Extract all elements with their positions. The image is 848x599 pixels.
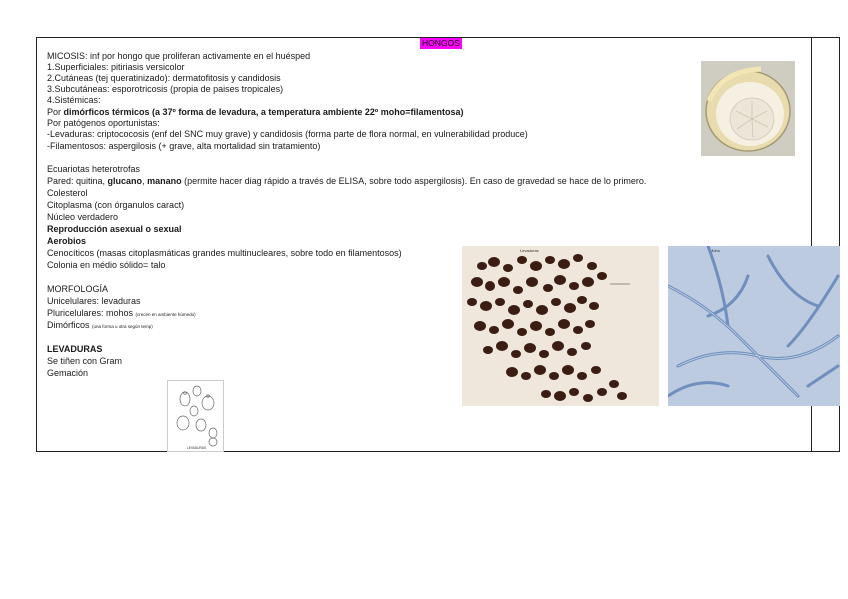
text-line: 2.Cutáneas (tej queratinizado): dermatofitosis y candidosis (47, 73, 281, 83)
text-line (47, 308, 196, 320)
bold-text: LEVADURAS (47, 344, 103, 354)
bold-text: glucano (107, 176, 143, 186)
page-title: HONGOS (422, 38, 460, 48)
text-line: -Filamentosos: aspergilosis (+ grave, alta mortalidad sin tratamiento) (47, 141, 321, 151)
text-line (47, 320, 153, 332)
petri-dish-image (701, 61, 795, 156)
hyphae-micrograph-label: Moho (710, 248, 721, 253)
text: , (142, 176, 148, 186)
text-line (47, 224, 182, 235)
bold-text: Aerobios (47, 236, 87, 246)
text-line: Citoplasma (con órganulos caract) (47, 200, 185, 210)
text: Pared: quitina, (47, 176, 108, 186)
text: Pluricelulares: mohos (47, 308, 136, 318)
yeast-sketch-image (167, 380, 224, 452)
yeast-micrograph-label: Levaduras (520, 248, 539, 253)
text-line: Colesterol (47, 188, 88, 198)
bold-text: Reproducción asexual o sexual (47, 224, 182, 234)
text-line (47, 107, 463, 118)
text-line: Por patógenos oportunistas: (47, 118, 160, 128)
small-note: (una forma u otra según temp) (92, 324, 153, 329)
bold-text: manano (147, 176, 182, 186)
text-line: Colonia en médio sólido= talo (47, 260, 166, 270)
text-line: MICOSIS: inf por hongo que proliferan activamente en el huésped (47, 51, 311, 61)
text-line: Se tiñen con Gram (47, 356, 123, 366)
text-line: MORFOLOGÍA (47, 284, 109, 294)
text-line: Núcleo verdadero (47, 212, 119, 222)
text: (permite hacer diag rápido a través de ELISA, sobre todo aspergilosis). En caso de gravedad se hace de lo primero. (181, 176, 647, 186)
text-line (47, 176, 646, 187)
text-line: 1.Superficiales: pitiriasis versicolor (47, 62, 185, 72)
bold-text: dimórficos térmicos (a 37º forma de levadura, a temperatura ambiente 22º moho=filamentosa) (63, 107, 464, 117)
hyphae-micrograph-image (668, 246, 840, 406)
text-line: 4.Sistémicas: (47, 95, 101, 105)
text-line: Cenocíticos (masas citoplasmáticas grandes multinucleares, sobre todo en filamentosos) (47, 248, 402, 258)
text-line: 3.Subcutáneas: esporotricosis (propia de paises tropicales) (47, 84, 284, 94)
text-line: -Levaduras: criptococosis (enf del SNC muy grave) y candidosis (forma parte de flora normal, en vulnerabilidad produce) (47, 129, 528, 139)
text-line: Gemación (47, 368, 89, 378)
yeast-micrograph-image (462, 246, 659, 406)
text: Dimórficos (47, 320, 93, 330)
yeast-sketch-label: LEVADURAS (186, 446, 207, 450)
text-line: Unicelulares: levaduras (47, 296, 141, 306)
text-line (47, 236, 86, 247)
text-line: Ecuariotas heterotrofas (47, 164, 141, 174)
text-line (47, 344, 102, 355)
text: Por (47, 107, 64, 117)
small-note: (crecen en ambiente húmedo) (135, 312, 196, 317)
